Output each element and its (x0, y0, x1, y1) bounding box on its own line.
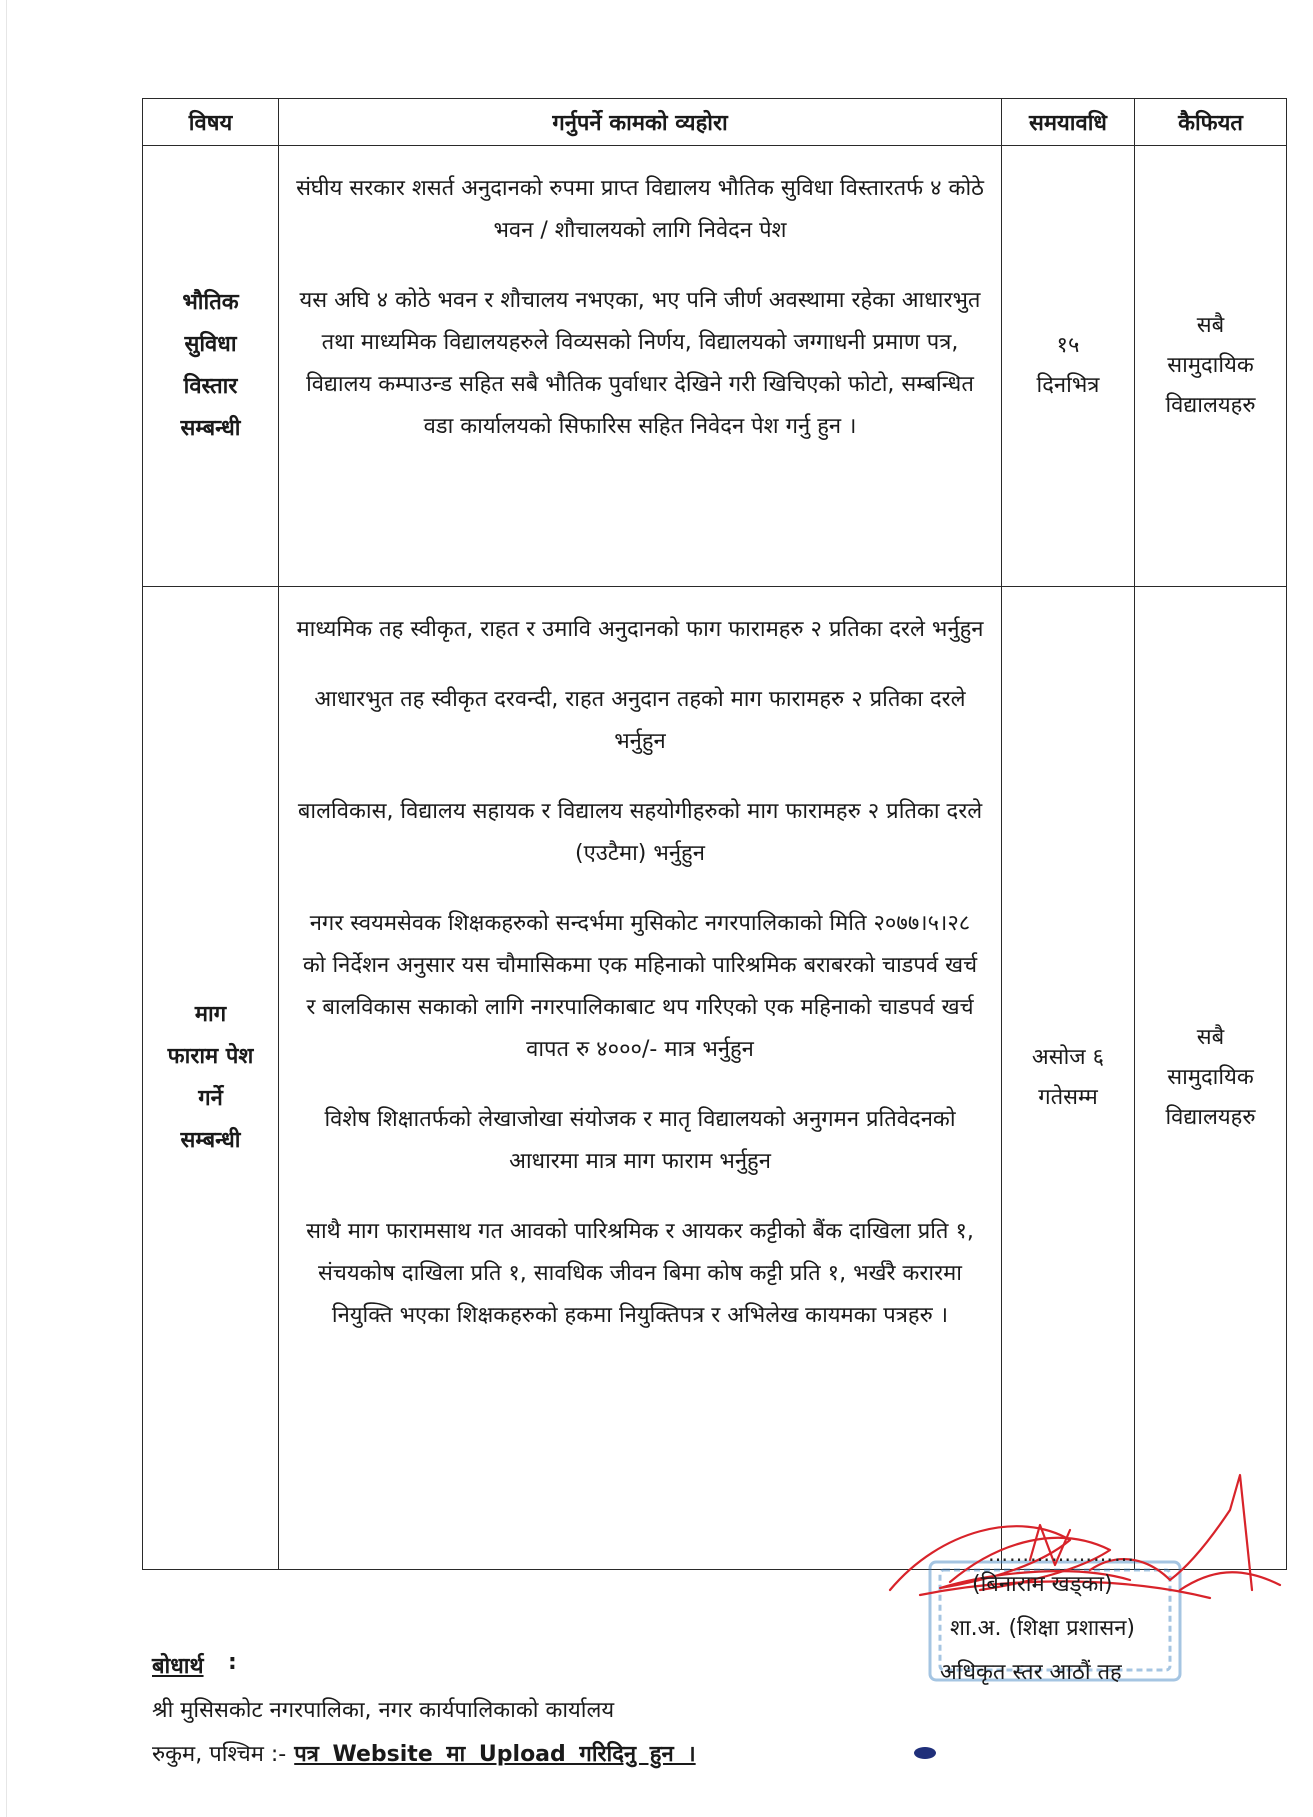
remark-line: विद्यालयहरु (1165, 1105, 1256, 1130)
signatory-designation: शा.अ. (शिक्षा प्रशासन) (950, 1616, 1135, 1641)
ink-blot-icon (912, 1745, 938, 1761)
cc-recipient-line: श्री मुसिसकोट नगरपालिका, नगर कार्यपालिकाको कार्यालय (152, 1698, 615, 1723)
header-period: समयावधि (1002, 99, 1135, 146)
work-paragraph: आधारभुत तह स्वीकृत दरवन्दी, राहत अनुदान तहको माग फारामहरु २ प्रतिका दरले भर्नुहुन (314, 687, 966, 754)
signatory-level: अधिकृत स्तर आठौं तह (940, 1660, 1122, 1685)
work-paragraph: यस अघि ४ कोठे भवन र शौचालय नभएका, भए पनि जीर्ण अवस्थामा रहेका आधारभुत तथा माध्यमिक विद्यालयहरुले विव्यसको निर्णय, विद्यालयको जग्गाधनी प्रमाण पत्र, विद्यालय कम्पाउन्ड सहित सबै भौतिक पुर्वाधार देखिने गरी खिचिएको फोटो, सम्बन्धित वडा कार्यालयको सिफारिस सहित निवेदन पेश गर्नु हुन । (299, 288, 981, 439)
work-paragraph: विशेष शिक्षातर्फको लेखाजोखा संयोजक र मातृ विद्यालयको अनुगमन प्रतिवेदनको आधारमा मात्र माग फाराम भर्नुहुन (324, 1107, 956, 1174)
period-line: दिनभित्र (1036, 373, 1100, 398)
remark-line: सबै (1196, 1025, 1225, 1050)
table-header-row (143, 99, 1287, 146)
period-line: असोज ६ (1031, 1045, 1105, 1070)
row-period (1002, 587, 1135, 1570)
subject-line: गर्ने (198, 1086, 223, 1111)
cc-location: रुकुम, पश्चिम :- (152, 1742, 287, 1767)
signature-line: ………………… (988, 1542, 1135, 1566)
work-paragraph: माध्यमिक तह स्वीकृत, राहत र उमावि अनुदानको फाग फारामहरु २ प्रतिका दरले भर्नुहुन (296, 617, 984, 642)
cc-colon: : (228, 1650, 237, 1675)
signatory-name: (बिनाराम खड्का) (972, 1572, 1113, 1597)
subject-line: विस्तार (183, 374, 238, 399)
row-period (1002, 146, 1135, 587)
remark-line: सामुदायिक (1167, 1065, 1254, 1090)
work-paragraph: संघीय सरकार शसर्त अनुदानको रुपमा प्राप्त विद्यालय भौतिक सुविधा विस्तारतर्फ ४ कोठे भवन / शौचालयको लागि निवेदन पेश (296, 176, 984, 243)
remark-line: सामुदायिक (1167, 353, 1254, 378)
subject-line: सम्बन्धी (180, 416, 241, 441)
header-subject: विषय (143, 99, 279, 146)
period-line: गतेसम्म (1038, 1085, 1098, 1110)
row-remark (1135, 587, 1287, 1570)
subject-line: भौतिक (182, 290, 239, 315)
subject-line: फाराम पेश (167, 1044, 254, 1069)
scan-edge-line (6, 0, 7, 1817)
subject-line: सम्बन्धी (180, 1128, 241, 1153)
table-row (143, 587, 1287, 1570)
work-schedule-table (142, 98, 1287, 1570)
work-paragraph: साथै माग फारामसाथ गत आवको पारिश्रमिक र आयकर कट्टीको बैंक दाखिला प्रति १, संचयकोष दाखिला प्रति १, सावधिक जीवन बिमा कोष कट्टी प्रति १, भर्खरै करारमा नियुक्ति भएका शिक्षकहरुको हकमा नियुक्तिपत्र र अभिलेख कायमका पत्रहरु । (306, 1219, 974, 1328)
work-paragraph: नगर स्वयमसेवक शिक्षकहरुको सन्दर्भमा मुसिकोट नगरपालिकाको मिति २०७७।५।२८ को निर्देशन अनुसार यस चौमासिकमा एक महिनाको पारिश्रमिक बराबरको चाडपर्व खर्च र बालविकास सकाको लागि नगरपालिकाबाट थप गरिएको एक महिनाको चाडपर्व खर्च वापत रु ४०००/- मात्र भर्नुहुन (302, 911, 978, 1062)
remark-line: विद्यालयहरु (1165, 393, 1256, 418)
remark-line: सबै (1196, 313, 1225, 338)
row-work-details (279, 146, 1002, 587)
row-subject (143, 587, 279, 1570)
period-line: १५ (1056, 333, 1080, 358)
subject-line: माग (194, 1002, 227, 1027)
table-row (143, 146, 1287, 587)
upload-request: पत्र Website मा Upload गरिदिनु हुन । (294, 1742, 696, 1767)
cc-location-line (152, 1738, 696, 1768)
header-remark: कैफियत (1135, 99, 1287, 146)
header-work-details: गर्नुपर्ने कामको व्यहोरा (279, 99, 1002, 146)
subject-line: सुविधा (184, 332, 237, 357)
work-paragraph: बालविकास, विद्यालय सहायक र विद्यालय सहयोगीहरुको माग फारामहरु २ प्रतिका दरले (एउटैमा) भर्नुहुन (297, 799, 983, 866)
row-subject (143, 146, 279, 587)
row-work-details (279, 587, 1002, 1570)
row-remark (1135, 146, 1287, 587)
cc-heading: बोधार्थ (152, 1654, 204, 1679)
